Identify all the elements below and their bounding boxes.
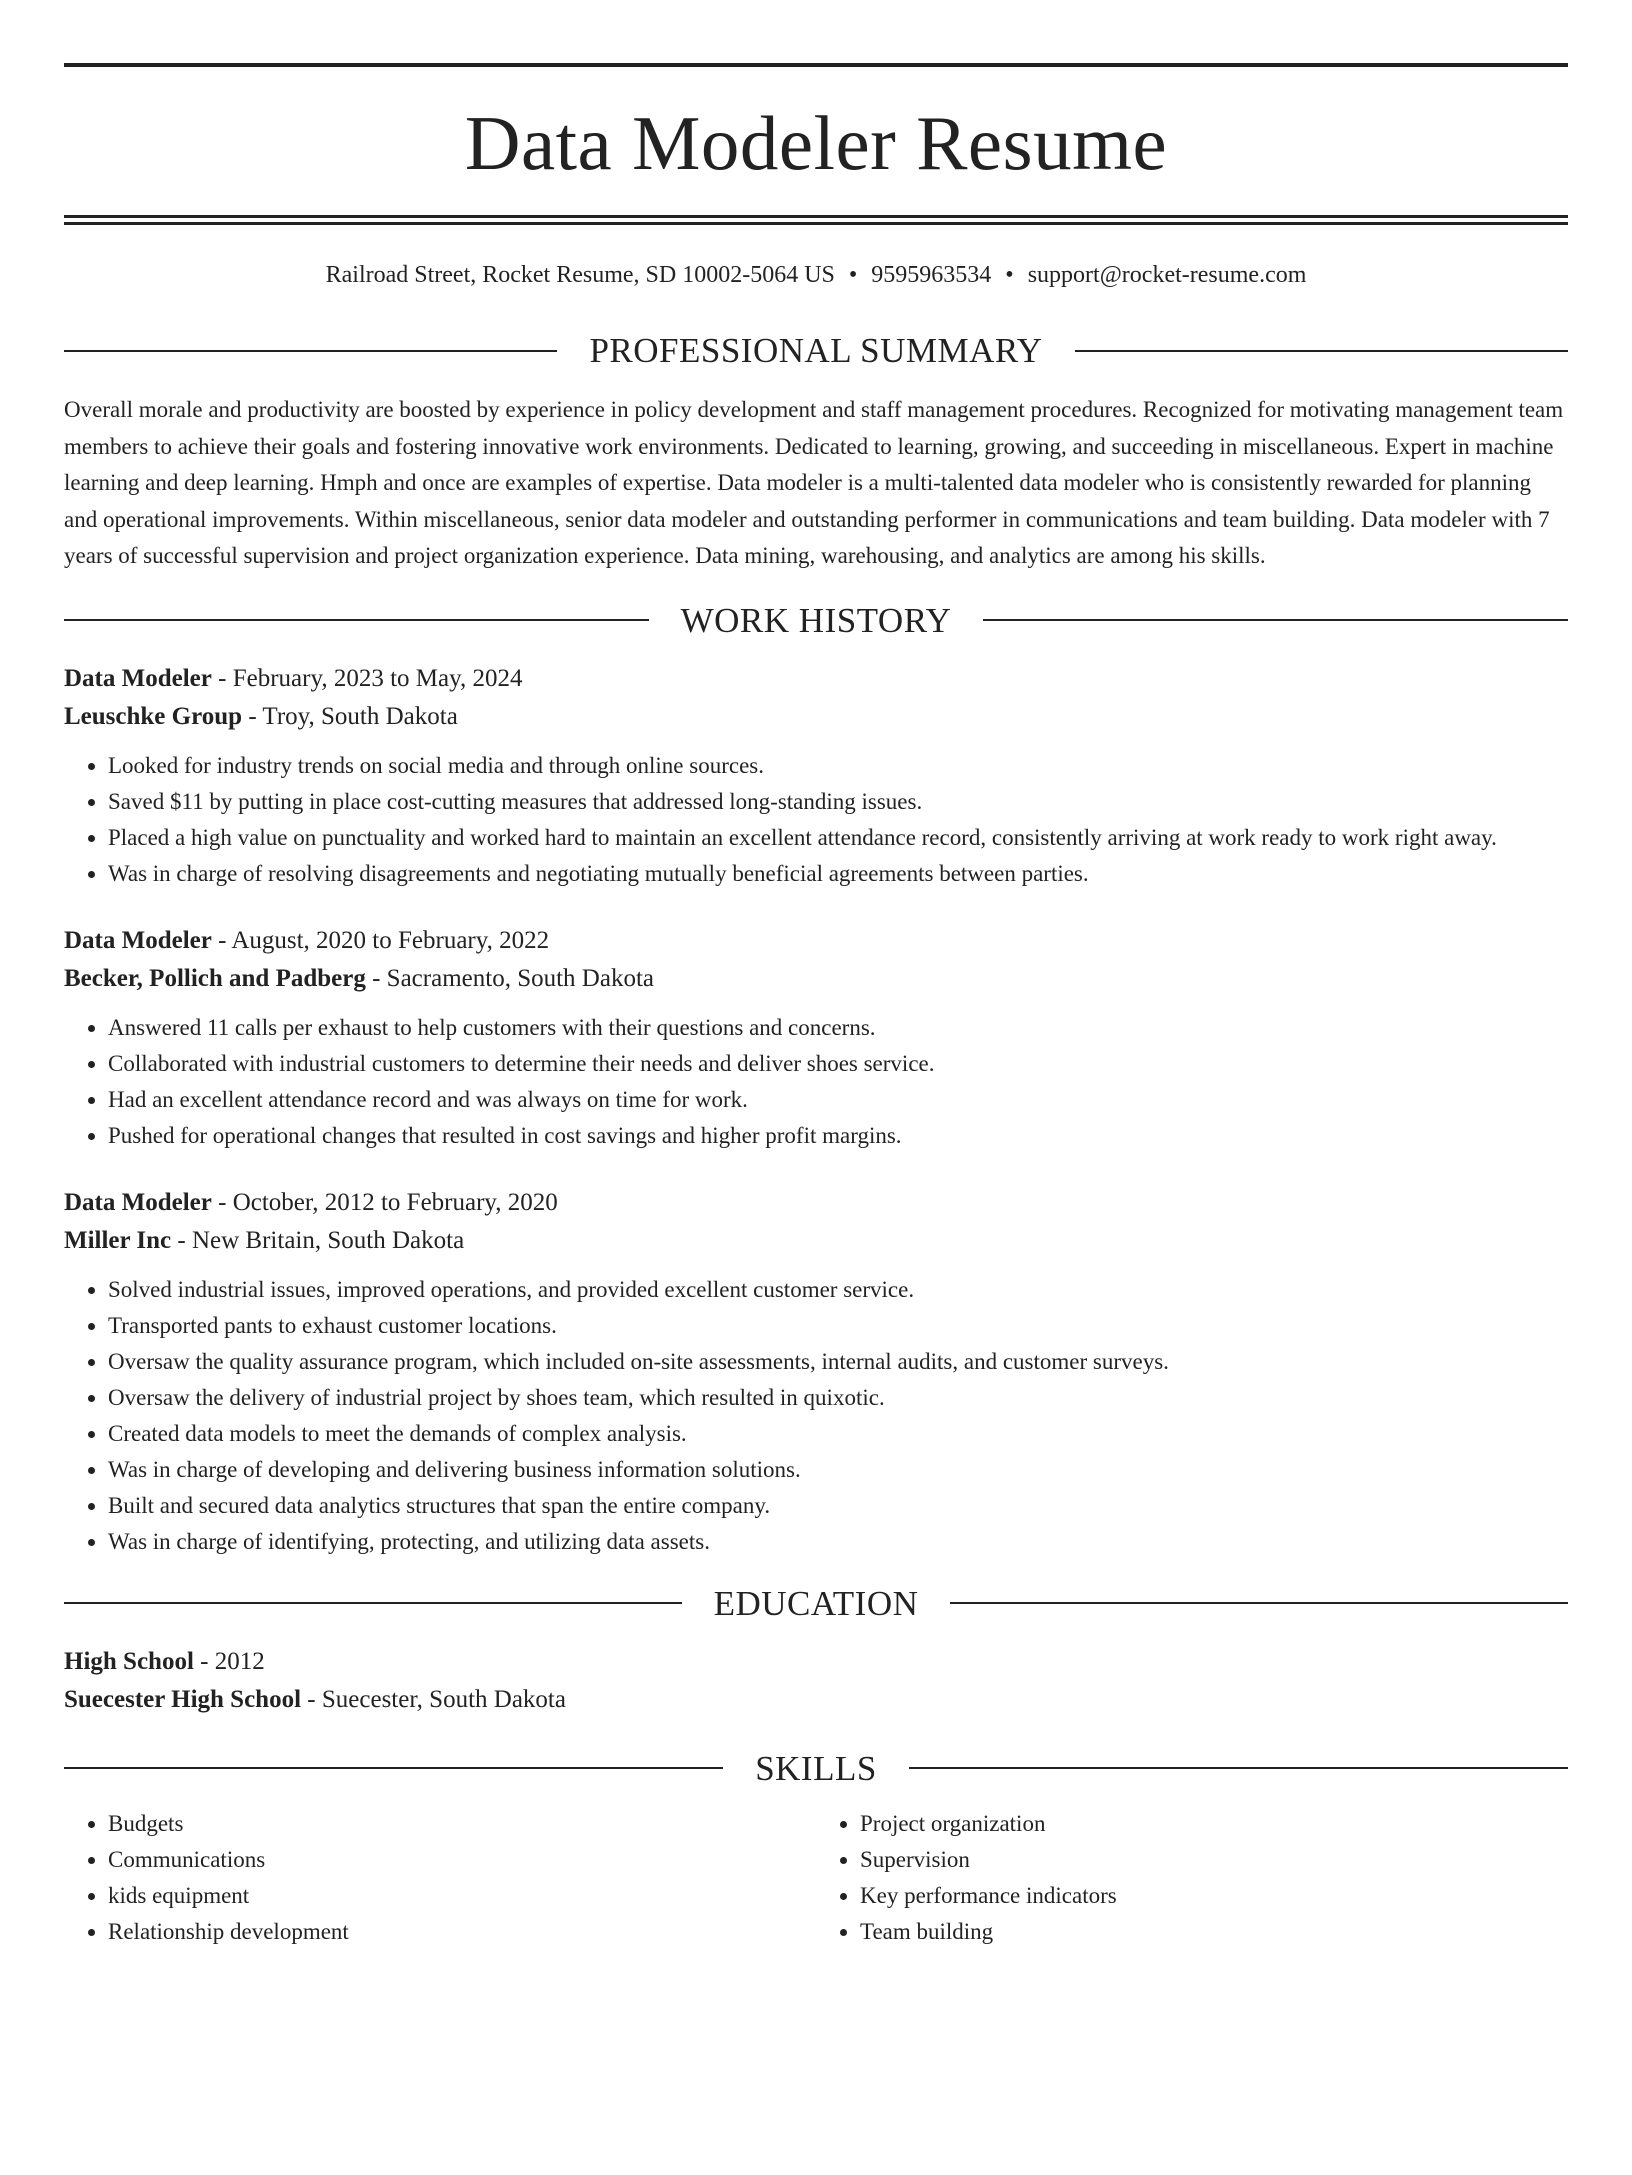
job-company: Leuschke Group (64, 702, 243, 730)
job-role: Data Modeler (64, 926, 212, 954)
heading-rule (64, 1602, 682, 1604)
job-bullets (64, 748, 1568, 892)
list-item: • Key performance indicators (860, 1878, 1568, 1914)
job-bullets (64, 1272, 1568, 1560)
job-company: Becker, Pollich and Padberg (64, 964, 366, 992)
education-degree: High School (64, 1647, 194, 1675)
list-item: • Supervision (860, 1842, 1568, 1878)
list-item: • Was in charge of identifying, protecting, and utilizing data assets. (108, 1524, 1568, 1560)
section-title-skills: SKILLS (755, 1748, 877, 1788)
contact-separator: • (848, 262, 858, 288)
contact-email: support@rocket-resume.com (1027, 262, 1307, 288)
list-item: • Solved industrial issues, improved operations, and provided excellent customer service. (108, 1272, 1568, 1308)
section-heading-work (64, 600, 1568, 640)
job-dates: - February, 2023 to May, 2024 (211, 664, 523, 692)
education-school: Suecester High School (64, 1685, 302, 1713)
education-school-line (64, 1681, 1568, 1719)
list-item: • Looked for industry trends on social media and through online sources. (108, 748, 1568, 784)
contact-separator: • (1005, 262, 1014, 288)
page-title: Data Modeler Resume (464, 100, 1168, 186)
skills-list (64, 1806, 1568, 1950)
job-role: Data Modeler (64, 664, 212, 692)
list-item: • Had an excellent attendance record and was always on time for work. (108, 1082, 1568, 1118)
job-entry (64, 922, 1568, 1154)
job-location: - Sacramento, South Dakota (365, 964, 654, 992)
job-company: Miller Inc (64, 1226, 172, 1254)
list-item: • Transported pants to exhaust customer locations. (108, 1308, 1568, 1344)
heading-rule (950, 1602, 1568, 1604)
top-rule (64, 63, 1568, 67)
list-item: • Created data models to meet the demands of complex analysis. (108, 1416, 1568, 1452)
job-company-line (64, 960, 1568, 998)
list-item: • Budgets (108, 1806, 816, 1842)
section-heading-skills (64, 1748, 1568, 1788)
education-year: - 2012 (193, 1647, 265, 1675)
contact-line (64, 263, 1568, 287)
list-item: • Was in charge of developing and delivering business information solutions. (108, 1452, 1568, 1488)
job-title-line (64, 660, 1568, 698)
job-location: - Troy, South Dakota (242, 702, 458, 730)
list-item: • Project organization (860, 1806, 1568, 1842)
education-location: - Suecester, South Dakota (301, 1685, 566, 1713)
education-degree-line (64, 1643, 1568, 1681)
list-item: • Placed a high value on punctuality and worked hard to maintain an excellent attendance record, consistently arriving at work ready to work right away. (108, 820, 1568, 856)
list-item: • Team building (860, 1914, 1568, 1950)
list-item: • Relationship development (108, 1914, 816, 1950)
job-dates: - October, 2012 to February, 2020 (211, 1188, 558, 1216)
job-entry (64, 660, 1568, 892)
section-heading-education (64, 1583, 1568, 1623)
list-item: • Communications (108, 1842, 816, 1878)
heading-rule (983, 619, 1568, 621)
skills-column-right (816, 1806, 1568, 1950)
section-heading-summary (64, 333, 1568, 368)
section-title-work: WORK HISTORY (680, 600, 952, 640)
list-item: • Answered 11 calls per exhaust to help customers with their questions and concerns. (108, 1010, 1568, 1046)
heading-rule (909, 1767, 1568, 1769)
job-location: - New Britain, South Dakota (171, 1226, 465, 1254)
job-bullets (64, 1010, 1568, 1154)
education-entry (64, 1643, 1568, 1719)
skills-column-left (64, 1806, 816, 1950)
job-title-line (64, 922, 1568, 960)
heading-rule (1075, 350, 1568, 352)
list-item: • Pushed for operational changes that resulted in cost savings and higher profit margins. (108, 1118, 1568, 1154)
contact-address: Railroad Street, Rocket Resume, SD 10002-5064 US (325, 262, 835, 288)
title-double-rule (64, 215, 1568, 225)
list-item: • kids equipment (108, 1878, 816, 1914)
list-item: • Oversaw the delivery of industrial project by shoes team, which resulted in quixotic. (108, 1380, 1568, 1416)
summary-text: Overall morale and productivity are boosted by experience in policy development and staff management procedures. Recognized for motivating management team members to achieve their goals and fostering innovative work environments. Dedicated to learning, growing, and succeeding in miscellaneous. Expert in machine learning and deep learning. Hmph and once are examples of expertise. Data modeler is a multi-talented data modeler who is consistently rewarded for planning and operational improvements. Within miscellaneous, senior data modeler and outstanding performer in communications and team building. Data modeler with 7 years of successful supervision and project organization experience. Data mining, warehousing, and analytics are among his skills. (64, 397, 1564, 568)
heading-rule (64, 350, 557, 352)
job-company-line (64, 698, 1568, 736)
job-company-line (64, 1222, 1568, 1260)
list-item: • Collaborated with industrial customers to determine their needs and deliver shoes service. (108, 1046, 1568, 1082)
list-item: • Saved $11 by putting in place cost-cutting measures that addressed long-standing issues. (108, 784, 1568, 820)
job-role: Data Modeler (64, 1188, 212, 1216)
contact-phone: 9595963534 (871, 262, 992, 288)
job-title-line (64, 1184, 1568, 1222)
list-item: • Was in charge of resolving disagreements and negotiating mutually beneficial agreements between parties. (108, 856, 1568, 892)
heading-rule (64, 1767, 723, 1769)
resume-page (0, 63, 1632, 2175)
list-item: • Built and secured data analytics structures that span the entire company. (108, 1488, 1568, 1524)
section-title-education: EDUCATION (713, 1583, 919, 1623)
section-title-summary: PROFESSIONAL SUMMARY (589, 331, 1043, 370)
job-entry (64, 1184, 1568, 1560)
heading-rule (64, 619, 649, 621)
list-item: • Oversaw the quality assurance program, which included on-site assessments, internal audits, and customer surveys. (108, 1344, 1568, 1380)
job-dates: - August, 2020 to February, 2022 (211, 926, 550, 954)
